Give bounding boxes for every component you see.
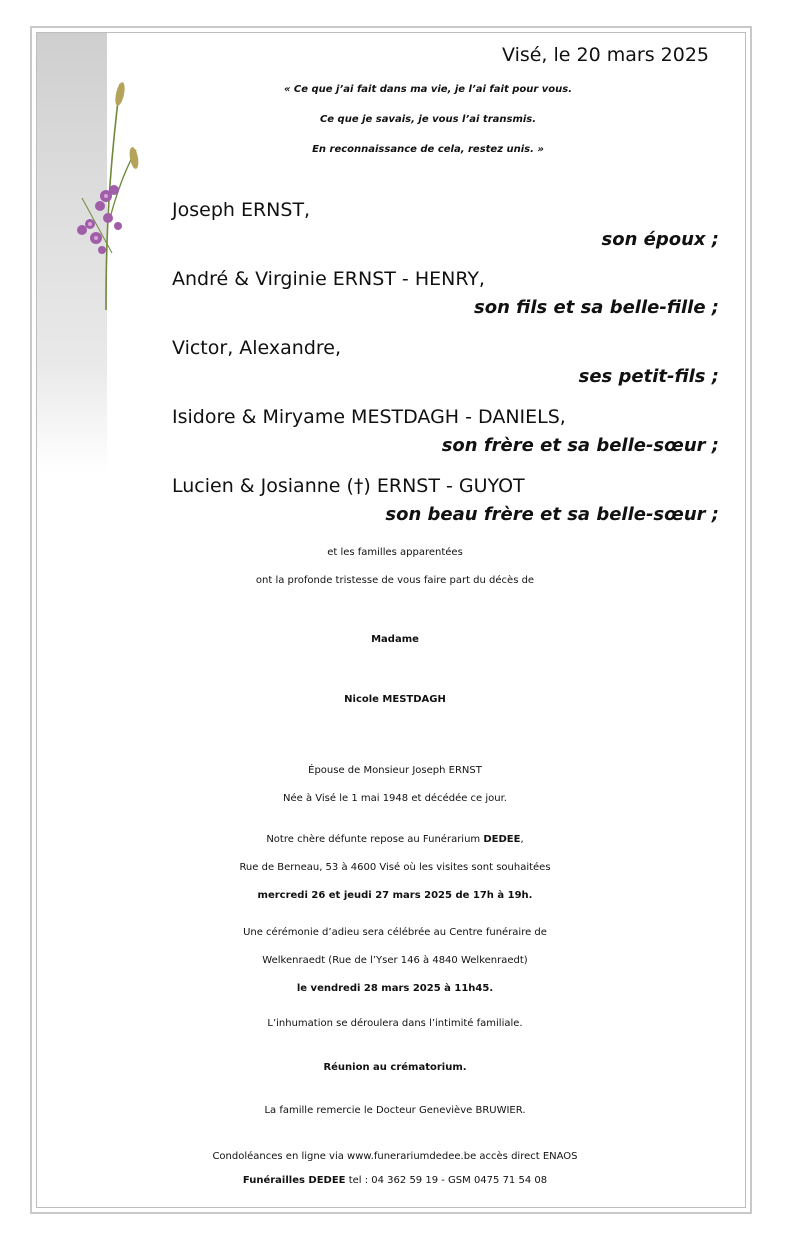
condolences-line: Condoléances en ligne via www.funerariumdedee.be accès direct ENAOS bbox=[212, 1151, 578, 1162]
family-member-role: ses petit-fils ; bbox=[578, 366, 719, 387]
spouse-line: Épouse de Monsieur Joseph ERNST bbox=[308, 765, 482, 776]
quote-line-3: En reconnaissance de cela, restez unis. » bbox=[312, 144, 544, 155]
family-member-name: Isidore & Miryame MESTDAGH - DANIELS, bbox=[172, 406, 566, 428]
ceremony-line-2: Welkenraedt (Rue de l’Yser 146 à 4840 Welkenraedt) bbox=[262, 955, 528, 966]
thanks-line: La famille remercie le Docteur Geneviève BRUWIER. bbox=[264, 1105, 526, 1116]
visit-line-3: mercredi 26 et jeudi 27 mars 2025 de 17h à 19h. bbox=[257, 890, 533, 901]
quote-line-2: Ce que je savais, je vous l’ai transmis. bbox=[319, 114, 537, 125]
visit-line-1-comma: , bbox=[520, 834, 524, 845]
visit-line-2: Rue de Berneau, 53 à 4600 Visé où les visites sont souhaitées bbox=[239, 862, 551, 873]
deceased-title: Madame bbox=[371, 634, 419, 645]
announce-line-1: et les familles apparentées bbox=[327, 547, 463, 558]
contact-line bbox=[40, 1175, 750, 1186]
birth-line: Née à Visé le 1 mai 1948 et décédée ce jour. bbox=[283, 793, 507, 804]
funerarium-name: DEDEE bbox=[483, 834, 521, 845]
family-member-name: Lucien & Josianne (†) ERNST - GUYOT bbox=[172, 475, 525, 497]
ceremony-line-1: Une cérémonie d’adieu sera célébrée au Centre funéraire de bbox=[243, 927, 547, 938]
visit-line-1 bbox=[40, 834, 750, 845]
family-member-name: Victor, Alexandre, bbox=[172, 337, 342, 359]
family-member-role: son fils et sa belle-fille ; bbox=[474, 297, 719, 318]
burial-line: L’inhumation se déroulera dans l’intimité familiale. bbox=[267, 1018, 523, 1029]
family-member-role: son époux ; bbox=[601, 229, 719, 250]
company-name: Funérailles DEDEE bbox=[242, 1175, 346, 1186]
announce-line-2: ont la profonde tristesse de vous faire part du décès de bbox=[255, 575, 535, 586]
date-line: Visé, le 20 mars 2025 bbox=[501, 44, 709, 66]
ceremony-line-3: le vendredi 28 mars 2025 à 11h45. bbox=[296, 983, 494, 994]
reunion-line: Réunion au crématorium. bbox=[323, 1062, 467, 1073]
family-member-name: André & Virginie ERNST - HENRY, bbox=[172, 268, 485, 290]
contact-phones: tel : 04 362 59 19 - GSM 0475 71 54 08 bbox=[345, 1175, 548, 1186]
quote-line-1: « Ce que j’ai fait dans ma vie, je l’ai fait pour vous. bbox=[283, 84, 573, 95]
family-member-role: son beau frère et sa belle-sœur ; bbox=[385, 504, 719, 525]
family-member-name: Joseph ERNST, bbox=[172, 199, 311, 221]
deceased-name: Nicole MESTDAGH bbox=[344, 694, 446, 705]
family-member-role: son frère et sa belle-sœur ; bbox=[441, 435, 719, 456]
visit-line-1-text: Notre chère défunte repose au Funérarium bbox=[266, 834, 484, 845]
